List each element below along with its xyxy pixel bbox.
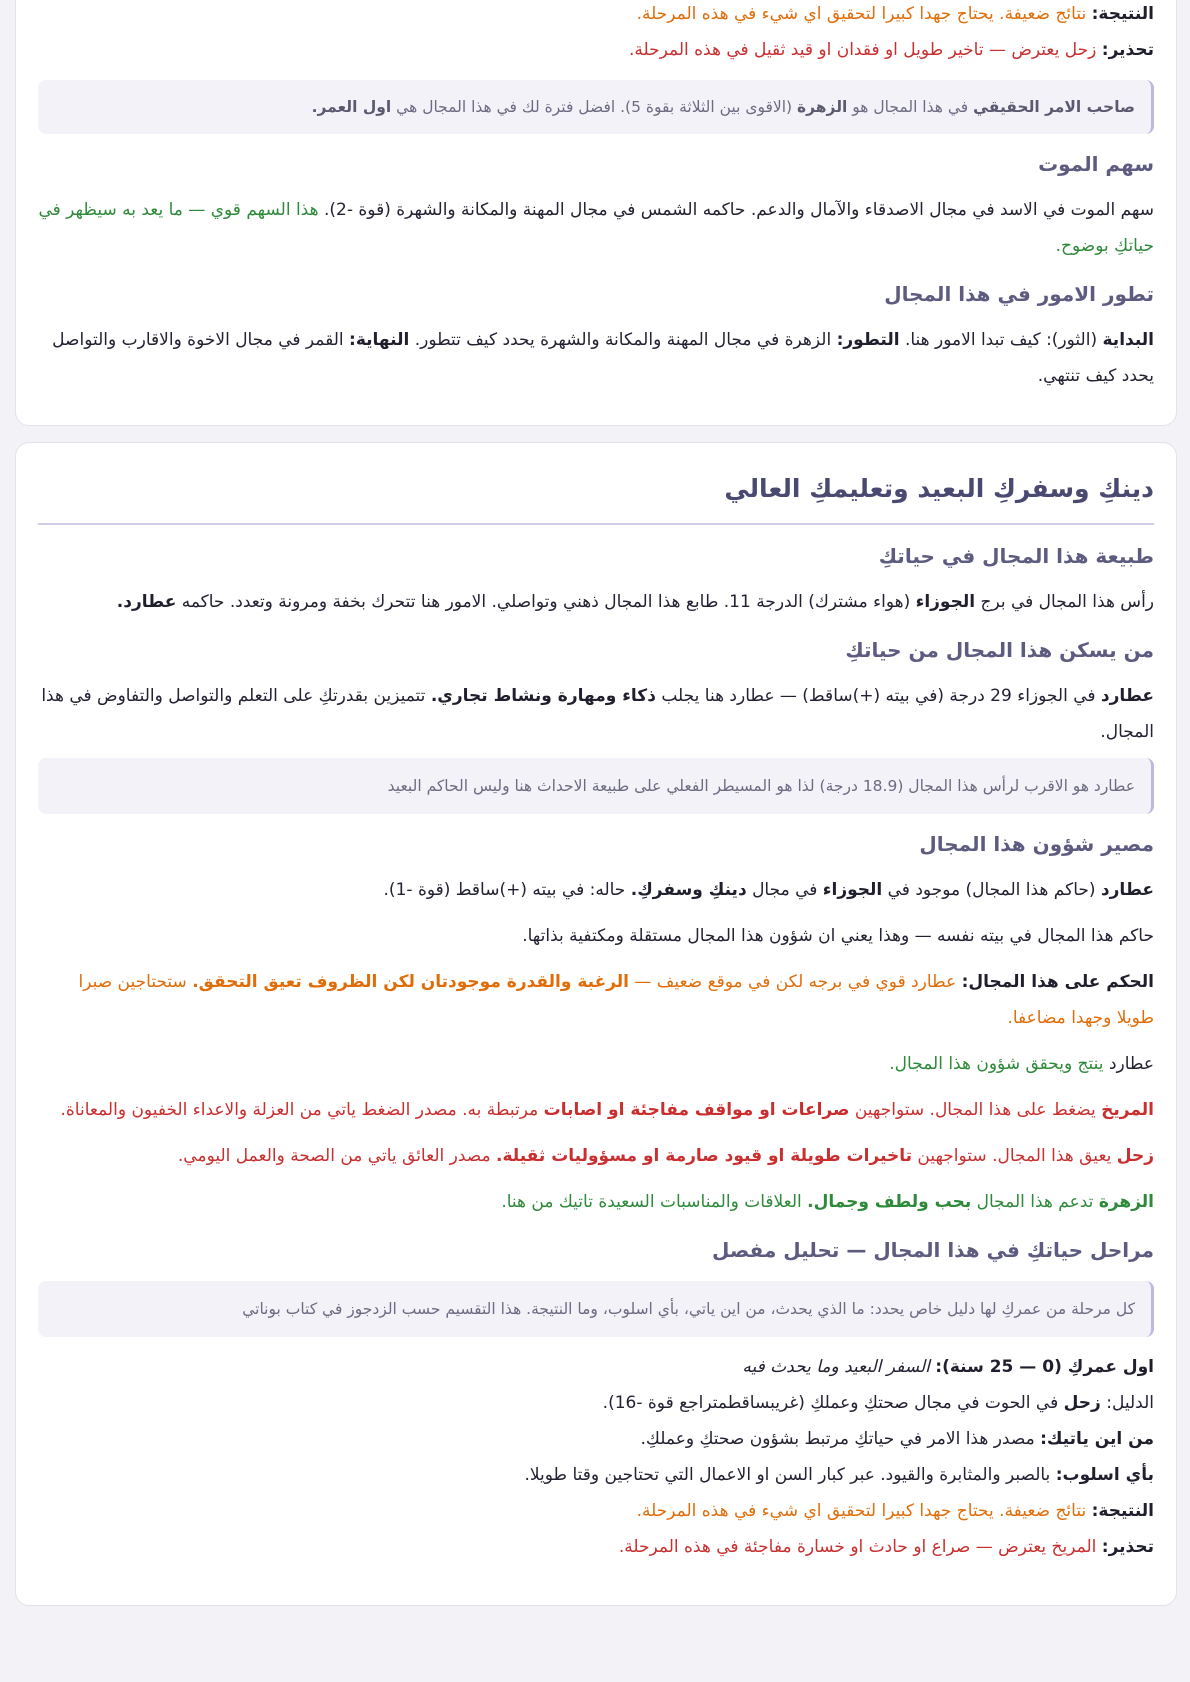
venus-planet: الزهرة <box>1098 1192 1154 1212</box>
end-text: القمر في مجال الاخوة والاقارب والتواصل يحدد كيف تنتهي. <box>52 330 1154 386</box>
death-arrow-text: سهم الموت في الاسد في مجال الاصدقاء والآمال والدعم. حاكمه الشمس في مجال المهنة والمكانة والشهرة (قوة -2). <box>323 200 1154 220</box>
producer-text: ينتج ويحقق شؤون هذا المجال. <box>889 1054 1104 1074</box>
stage-subtitle: السفر البعيد وما يحدث فيه <box>742 1357 930 1377</box>
nature-text: رأس هذا المجال في برج <box>980 592 1154 612</box>
stage-style-line <box>38 1457 1154 1493</box>
section-heading-death-arrow: سهم الموت <box>1038 152 1154 176</box>
result-label: النتيجة: <box>1091 1501 1154 1521</box>
saturn-key: تاخيرات طويلة او قيود صارمة او مسؤوليات ثقيلة. <box>496 1146 912 1166</box>
verdict-label: الحكم على هذا المجال: <box>961 972 1154 992</box>
guide-label: الدليل: <box>1106 1393 1154 1413</box>
true-ruler-note <box>38 80 1154 134</box>
stage-source-line <box>38 1421 1154 1457</box>
venus-text: تدعم هذا المجال <box>976 1192 1094 1212</box>
occupant-planet: عطارد <box>1100 686 1154 706</box>
saturn-planet: زحل <box>1116 1146 1154 1166</box>
style-text: بالصبر والمثابرة والقيود. عبر كبار السن او الاعمال التي تحتاجين وقتا طويلا. <box>524 1465 1051 1485</box>
fate-venus <box>38 1184 1154 1220</box>
stage-result-line <box>38 1493 1154 1529</box>
result-text: نتائج ضعيفة. يحتاج جهدا كبيرا لتحقيق اي شيء في هذه المرحلة. <box>636 1501 1087 1521</box>
note-text: في هذا المجال هو <box>852 98 969 116</box>
verdict-key: الرغبة والقدرة موجودتان لكن الظروف تعيق التحقق. <box>192 972 629 992</box>
fate-producer <box>38 1046 1154 1082</box>
evolution-paragraph <box>38 322 1154 394</box>
producer-planet: عطارد <box>1108 1054 1154 1074</box>
ruler-planet: عطارد <box>1100 880 1154 900</box>
house-card-religion-travel <box>15 442 1177 1606</box>
nature-paragraph <box>38 584 1154 620</box>
stage-guide-line <box>38 1385 1154 1421</box>
result-text: نتائج ضعيفة. يحتاج جهدا كبيرا لتحقيق اي شيء في هذه المرحلة. <box>636 4 1087 24</box>
reading-page <box>15 0 1177 1606</box>
death-arrow-paragraph <box>38 192 1154 264</box>
mars-text: مرتبطة به. مصدر الضغط ياتي من العزلة والاعداء الخفيون والمعاناة. <box>60 1100 539 1120</box>
warning-text: المريخ يعترض — صراع او حادث او خسارة مفاجئة في هذه المرحلة. <box>618 1537 1097 1557</box>
section-heading-stages: مراحل حياتكِ في هذا المجال — تحليل مفصل <box>711 1238 1154 1262</box>
nature-sign: الجوزاء <box>915 592 976 612</box>
warning-label: تحذير: <box>1101 40 1154 60</box>
stage-warning-line <box>38 32 1154 68</box>
saturn-text: مصدر العائق ياتي من الصحة والعمل اليومي. <box>177 1146 491 1166</box>
section-heading-nature: طبيعة هذا المجال في حياتكِ <box>878 544 1154 568</box>
nature-text: (هواء مشترك) الدرجة 11. طابع هذا المجال ذهني وتواصلي. الامور هنا تتحرك بخفة ومرونة وتعدد. حاكمه <box>181 592 911 612</box>
mars-text: يضغط على هذا المجال. ستواجهين <box>854 1100 1096 1120</box>
note-best-period: اول العمر. <box>311 98 392 116</box>
fate-saturn <box>38 1138 1154 1174</box>
end-label: النهاية: <box>349 330 410 350</box>
occupants-paragraph <box>38 678 1154 750</box>
note-planet: الزهرة <box>797 98 848 116</box>
verdict-text: ستحتاجين صبرا طويلا وجهدا مضاعفا. <box>78 972 1154 1028</box>
mars-key: صراعات او مواقف مفاجئة او اصابات <box>543 1100 850 1120</box>
guide-text: في الحوت في مجال صحتكِ وعملكِ (غريبساقطمتراجع قوة -16). <box>602 1393 1059 1413</box>
note-text: (الاقوى بين الثلاثة بقوة 5). افضل فترة لك في هذا المجال هي <box>396 98 793 116</box>
nature-ruler: عطارد. <box>116 592 177 612</box>
stage-result-line <box>38 0 1154 32</box>
occupant-text: تتميزين بقدرتكِ على التعلم والتواصل والتفاوض في هذا المجال. <box>41 686 1154 742</box>
style-label: بأي اسلوب: <box>1055 1465 1154 1485</box>
middle-label: التطور: <box>836 330 900 350</box>
result-label: النتيجة: <box>1091 4 1154 24</box>
fate-self-line: حاكم هذا المجال في بيته نفسه — وهذا يعني ان شؤون هذا المجال مستقلة ومكتفية بذاتها. <box>522 926 1154 946</box>
warning-text: زحل يعترض — تاخير طويل او فقدان او قيد ثقيل في هذه المرحلة. <box>628 40 1097 60</box>
stage-title-line <box>38 1349 1154 1385</box>
ruler-house: دينكِ وسفركِ. <box>630 880 747 900</box>
saturn-text: يعيق هذا المجال. ستواجهين <box>917 1146 1112 1166</box>
source-text: مصدر هذا الامر في حياتكِ مرتبط بشؤون صحتكِ وعملكِ. <box>640 1429 1035 1449</box>
fate-ruler-line <box>38 872 1154 908</box>
ruler-text: في مجال <box>752 880 818 900</box>
start-label: البداية <box>1102 330 1154 350</box>
section-heading-evolution: تطور الامور في هذا المجال <box>884 282 1154 306</box>
section-heading-fate: مصير شؤون هذا المجال <box>919 832 1154 856</box>
occupant-text: في الجوزاء 29 درجة (في بيته (+)ساقط) — عطارد هنا يجلب <box>661 686 1096 706</box>
stages-note: كل مرحلة من عمركِ لها دليل خاص يحدد: ما الذي يحدث، من اين ياتي، بأي اسلوب، وما النتيجة. هذا التقسيم حسب الزدجوز في كتاب بوناتي <box>38 1281 1154 1337</box>
section-heading-occupants: من يسكن هذا المجال من حياتكِ <box>845 638 1154 662</box>
occupant-gifts: ذكاء ومهارة ونشاط تجاري. <box>430 686 656 706</box>
warning-label: تحذير: <box>1101 1537 1154 1557</box>
card-title: دينكِ وسفركِ البعيد وتعليمكِ العالي <box>38 469 1154 525</box>
source-label: من اين ياتيك: <box>1040 1429 1154 1449</box>
ruler-sign: الجوزاء <box>822 880 883 900</box>
closest-planet-note: عطارد هو الاقرب لرأس هذا المجال (18.9 درجة) لذا هو المسيطر الفعلي على طبيعة الاحداث هنا وليس الحاكم البعيد <box>38 758 1154 814</box>
ruler-condition: حاله: في بيته (+)ساقط (قوة -1). <box>383 880 626 900</box>
death-arrow-highlight: هذا السهم قوي — ما يعد به سيظهر في حياتكِ بوضوح. <box>38 200 1154 256</box>
guide-planet: زحل <box>1063 1393 1101 1413</box>
fate-verdict <box>38 964 1154 1036</box>
start-text: (الثور): كيف تبدا الامور هنا. <box>904 330 1098 350</box>
note-bold-ruler: صاحب الامر الحقيقي <box>973 98 1135 116</box>
life-stage-item <box>38 1349 1154 1565</box>
venus-text: العلاقات والمناسبات السعيدة تاتيك من هنا. <box>501 1192 802 1212</box>
verdict-text: عطارد قوي في برجه لكن في موقع ضعيف — <box>634 972 957 992</box>
ruler-text: (حاكم هذا المجال) موجود في <box>887 880 1096 900</box>
mars-planet: المريخ <box>1101 1100 1154 1120</box>
venus-key: بحب ولطف وجمال. <box>807 1192 972 1212</box>
house-card-previous <box>15 0 1177 426</box>
stage-warning-line <box>38 1529 1154 1565</box>
fate-mars <box>38 1092 1154 1128</box>
stage-title: اول عمركِ (0 — 25 سنة): <box>935 1357 1154 1377</box>
middle-text: الزهرة في مجال المهنة والمكانة والشهرة يحدد كيف تتطور. <box>414 330 832 350</box>
